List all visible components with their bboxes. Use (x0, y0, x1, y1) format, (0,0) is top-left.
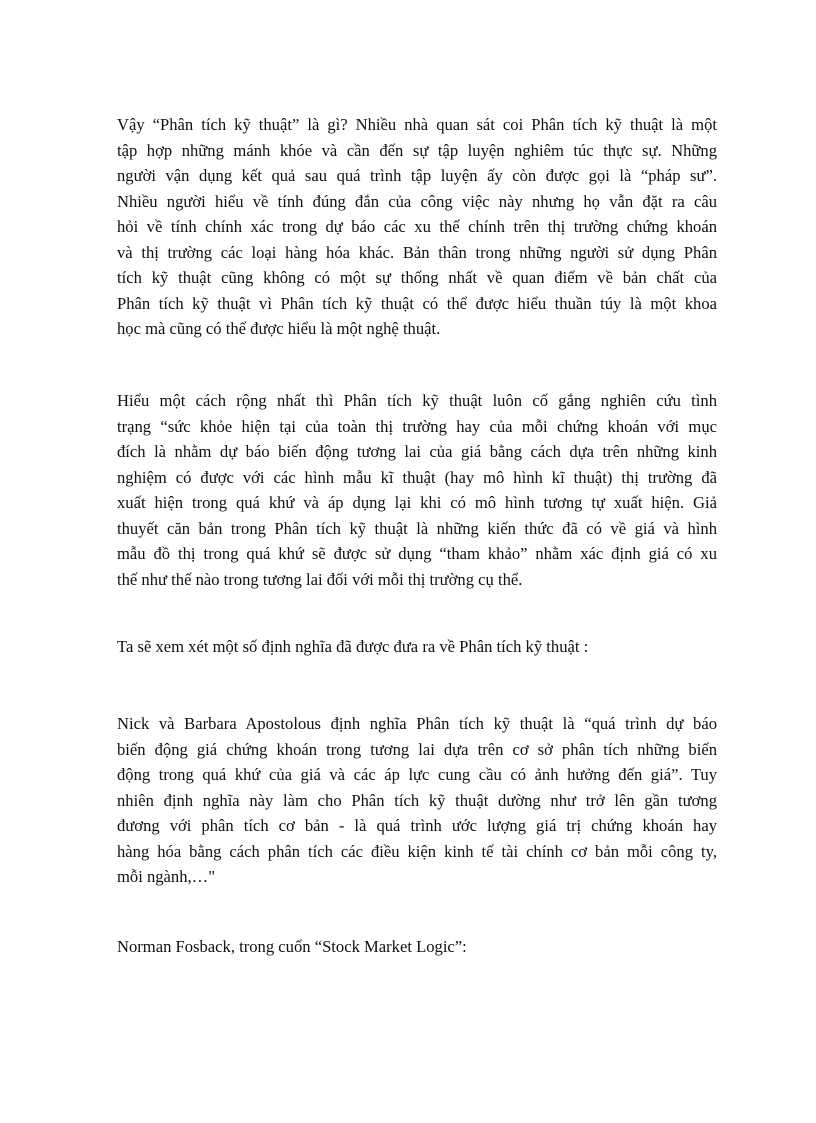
paragraph-line: Hiểu một cách rộng nhất thì Phân tích kỹ thuật luôn cố gắng nghiên cứu tình (117, 391, 717, 410)
paragraph-line: động trong quá khứ của giá và các áp lực cung cầu có ảnh hưởng đến giá”. Tuy (117, 765, 717, 784)
paragraph-line: người vận dụng kết quả sau quá trình tập luyện ấy còn được gọi là “pháp sư”. (117, 166, 717, 185)
definitions-intro-paragraph (117, 634, 717, 660)
paragraph-line: đương với phân tích cơ bản - là quá trình ước lượng giá trị chứng khoán hay (117, 816, 717, 835)
paragraph-line: tập hợp những mánh khóe và cần đến sự tập luyện nghiêm túc thực sự. Những (117, 140, 717, 160)
paragraph-line: biến động giá chứng khoán trong tương lai dựa trên cơ sở phân tích những biến (117, 739, 717, 759)
paragraph-line: hàng hóa bằng cách phân tích các điều kiện kinh tế tài chính cơ bản mỗi công ty, (117, 841, 717, 861)
apostolous-definition-paragraph (117, 711, 717, 890)
paragraph-line: thuyết căn bản trong Phân tích kỹ thuật là những kiến thức đã có về giá và hình (117, 518, 717, 538)
paragraph-line: nghiệm có được với các hình mẫu kĩ thuật (hay mô hình kĩ thuật) thị trường đã (117, 467, 717, 487)
intro-paragraph (117, 112, 717, 342)
paragraph-line: nhiên định nghĩa này làm cho Phân tích kỹ thuật dường như trở lên gần tương (117, 790, 717, 810)
paragraph-line: và thị trường các loại hàng hóa khác. Bản thân trong những người sử dụng Phân (117, 242, 717, 262)
paragraph-line: thế như thế nào trong tương lai đối với mỗi thị trường cụ thể. (117, 569, 523, 589)
broad-definition-paragraph (117, 388, 717, 592)
paragraph-line: học mà cũng có thể được hiểu là một nghệ thuật. (117, 319, 441, 338)
paragraph-line: trạng “sức khỏe hiện tại của toàn thị trường hay của mỗi chứng khoán với mục (117, 416, 717, 436)
paragraph-line: Norman Fosback, trong cuốn “Stock Market Logic”: (117, 937, 467, 956)
paragraph-line: Nhiều người hiểu về tính đúng đắn của công việc này nhưng họ vẫn đặt ra câu (117, 191, 717, 211)
paragraph-line: đích là nhằm dự báo biến động tương lai của giá bằng cách dựa trên những kinh (117, 442, 717, 461)
paragraph-line: hỏi về tính chính xác trong dự báo các xu thế chính trên thị trường chứng khoán (117, 217, 717, 236)
paragraph-line: Phân tích kỹ thuật vì Phân tích kỹ thuật có thể được hiểu thuần túy là một khoa (117, 293, 717, 313)
paragraph-line: mỗi ngành,…" (117, 867, 216, 886)
fosback-paragraph (117, 934, 717, 960)
paragraph-line: Vậy “Phân tích kỹ thuật” là gì? Nhiều nhà quan sát coi Phân tích kỹ thuật là một (117, 115, 717, 134)
paragraph-line: xuất hiện trong quá khứ và áp dụng lại khi có mô hình tương tự xuất hiện. Giả (117, 493, 717, 512)
paragraph-line: tích kỹ thuật cũng không có một sự thống nhất về quan điểm về bản chất của (117, 268, 717, 287)
paragraph-line: mẫu đồ thị trong quá khứ sẽ được sử dụng “tham khảo” nhằm xác định giá có xu (117, 544, 717, 563)
paragraph-line: Nick và Barbara Apostolous định nghĩa Phân tích kỹ thuật là “quá trình dự báo (117, 714, 717, 733)
paragraph-line: Ta sẽ xem xét một số định nghĩa đã được đưa ra về Phân tích kỹ thuật : (117, 637, 589, 656)
